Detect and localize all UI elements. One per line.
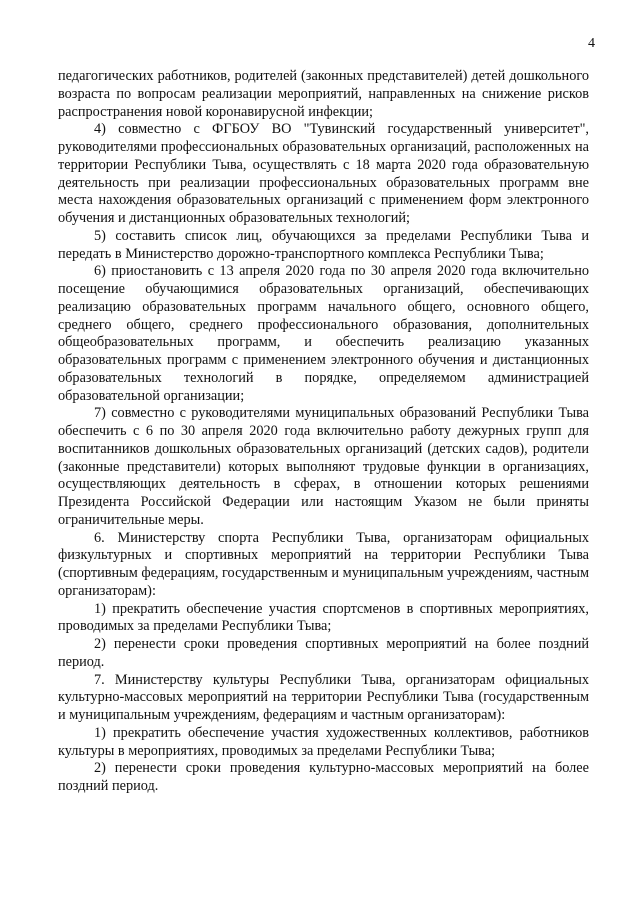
section-7-item-1: 1) прекратить обеспечение участия художественных коллективов, работников культуры в мероприятиях, проводимых за пределами Республики Тыва;	[58, 724, 589, 759]
section-6-item-1: 1) прекратить обеспечение участия спортсменов в спортивных мероприятиях, проводимых за пределами Республики Тыва;	[58, 600, 589, 635]
section-7-item-2: 2) перенести сроки проведения культурно-массовых мероприятий на более поздний период.	[58, 760, 589, 794]
section-6-item-2: 2) перенести сроки проведения спортивных мероприятий на более поздний период.	[58, 636, 589, 670]
paragraph-continuation: педагогических работников, родителей (законных представителей) детей дошкольного возраста по вопросам реализации мероприятий, направленных на снижение рисков распространения новой коронавирусной инфекции;	[58, 68, 589, 120]
section-7-culture: 7. Министерству культуры Республики Тыва, организаторам официальных культурно-массовых мероприятий на территории Республики Тыва (государственным и муниципальным учреждениям, федерациям и частным организаторам):	[58, 671, 589, 723]
page-number: 4	[588, 36, 595, 51]
section-6-sports: 6. Министерству спорта Республики Тыва, организаторам официальных физкультурных и спортивных мероприятий на территории Республики Тыва (спортивным федерациям, государственным и муниципальным учреждениям, частным организаторам):	[58, 529, 589, 599]
paragraph-item-4: 4) совместно с ФГБОУ ВО "Тувинский государственный университет", руководителями профессиональных образовательных организаций, расположенных на территории Республики Тыва, осуществлять с 18 марта 2020 года образовательную деятельность при реализации профессиональных образовательных программ вне места нахождения образовательных организаций с применением форм электронного обучения и дистанционных образовательных технологий;	[58, 121, 589, 226]
document-body	[58, 68, 589, 796]
paragraph-item-5: 5) составить список лиц, обучающихся за пределами Республики Тыва и передать в Министерство дорожно-транспортного комплекса Республики Тыва;	[58, 227, 589, 262]
paragraph-item-6: 6) приостановить с 13 апреля 2020 года по 30 апреля 2020 года включительно посещение обучающимися образовательных организаций, обеспечивающих реализацию образовательных программ начального общего, основного общего, среднего общего, среднего профессионального образования, дополнительных общеобразовательных программ, и обеспечить реализацию указанных образовательных программ с применением электронного обучения и дистанционных образовательных технологий в порядке, определяемом администрацией образовательной организации;	[58, 263, 589, 404]
paragraph-item-7: 7) совместно с руководителями муниципальных образований Республики Тыва обеспечить с 6 по 30 апреля 2020 года включительно работу дежурных групп для воспитанников дошкольных образовательных организаций (детских садов), родители (законные представители) которых выполняют трудовые функции в организациях, осуществляющих деятельность в сферах, в отношении которых решениями Президента Российской Федерации или настоящим Указом не были приняты ограничительные меры.	[58, 405, 589, 528]
